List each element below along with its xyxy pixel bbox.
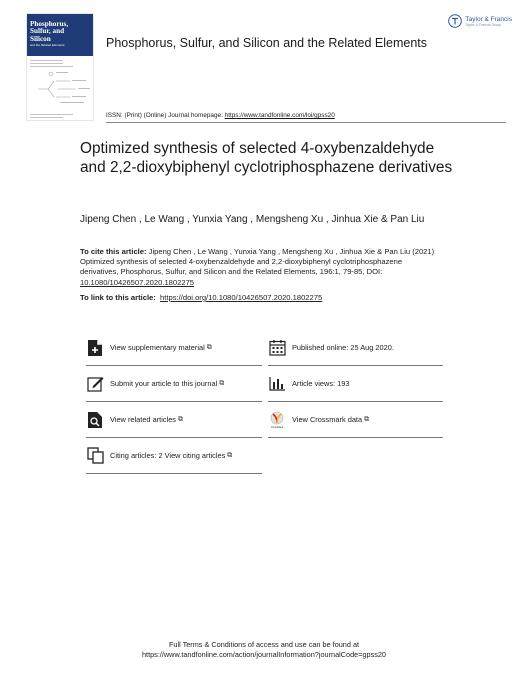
edit-icon (86, 375, 104, 393)
publisher-logo (448, 14, 512, 28)
issn-line: ISSN: (Print) (Online) Journal homepage: https://www.tandfonline.com/loi/gpss20 (106, 112, 335, 119)
cover-subtitle: and the Related Elements (30, 43, 65, 48)
link-label: To link to this article: (80, 293, 156, 302)
crossmark-button[interactable]: CrossMark View Crossmark data ⧉ (268, 402, 443, 438)
external-link-icon: ⧉ (206, 343, 212, 351)
crossmark-badge-text: CrossMark (270, 425, 284, 429)
footer (0, 640, 528, 659)
article-doi-link[interactable]: https://doi.org/10.1080/10426507.2020.1802275 (160, 293, 323, 302)
citation-label: To cite this article: (80, 247, 147, 256)
cover-title: Phosphorus, Sulfur, and Silicon (30, 20, 69, 43)
citing-articles-button[interactable]: Citing articles: 2 View citing articles ⧉ (86, 438, 262, 474)
publisher-name: Taylor & Francis (465, 15, 512, 23)
article-views: Article views: 193 (268, 366, 443, 402)
author-list: Jipeng Chen , Le Wang , Yunxia Yang , Mengsheng Xu , Jinhua Xie & Pan Liu (80, 214, 425, 225)
footer-terms: Full Terms & Conditions of access and use can be found at (168, 640, 360, 649)
published-online: Published online: 25 Aug 2020. (268, 330, 443, 366)
publisher-group: Taylor & Francis Group (465, 22, 502, 27)
document-search-icon (86, 411, 104, 429)
copy-icon (86, 447, 104, 465)
calendar-icon (268, 339, 286, 357)
cover-band (27, 14, 93, 56)
journal-cover (26, 13, 94, 121)
cover-diagram (30, 69, 92, 107)
journal-homepage-link[interactable]: https://www.tandfonline.com/loi/gpss20 (224, 112, 335, 119)
citation-doi-link[interactable]: 10.1080/10426507.2020.1802275 (80, 277, 195, 287)
submit-article-button[interactable]: Submit your article to this journal ⧉ (86, 366, 262, 402)
external-link-icon: ⧉ (219, 379, 225, 387)
external-link-icon: ⧉ (364, 415, 370, 423)
external-link-icon: ⧉ (178, 415, 183, 423)
external-link-icon: ⧉ (227, 451, 233, 459)
header-divider (106, 122, 506, 123)
supplementary-material-button[interactable]: View supplementary material ⧉ (86, 330, 262, 366)
citation-text: Jipeng Chen , Le Wang , Yunxia Yang , Mengsheng Xu , Jinhua Xie & Pan Liu (2021) Optimized synthesis of selected 4-oxybenzaldehyde and 2,2-dioxybiphenyl cyclotriphosphazene derivatives, Phosphorus, Sulfur, and Silicon and the Related Elements, 196:1, 79-85, DOI: (80, 247, 435, 277)
plus-document-icon (86, 339, 104, 357)
crossmark-icon (268, 411, 286, 429)
article-link-line (80, 293, 322, 302)
citation-block (80, 247, 440, 288)
journal-title: Phosphorus, Sulfur, and Silicon and the Related Elements (106, 36, 428, 50)
footer-terms-link[interactable]: https://www.tandfonline.com/action/journalInformation?journalCode=gpss20 (142, 649, 386, 659)
taylor-francis-logo-icon (448, 14, 462, 28)
bar-chart-icon (268, 375, 286, 393)
article-title: Optimized synthesis of selected 4-oxybenzaldehyde and 2,2-dioxybiphenyl cyclotriphosphazene derivatives (80, 140, 453, 176)
related-articles-button[interactable]: View related articles ⧉ (86, 402, 262, 438)
